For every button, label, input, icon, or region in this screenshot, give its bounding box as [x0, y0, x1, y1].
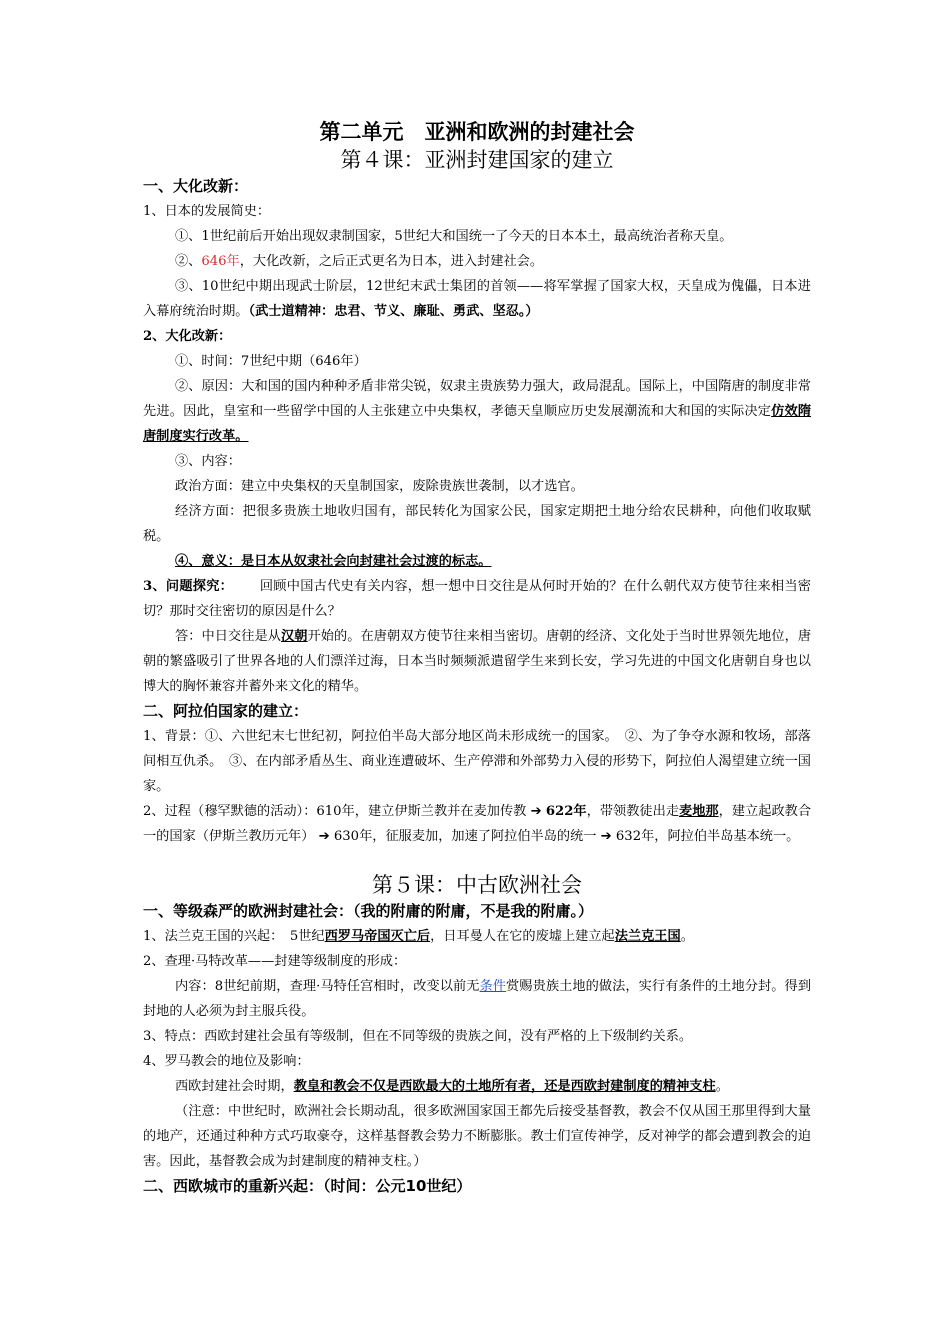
text-run: 。: [715, 1079, 729, 1094]
text-run: 西欧封建社会时期，: [175, 1079, 294, 1094]
paragraph: 1、日本的发展简史：: [143, 204, 271, 219]
paragraph: 2、查理·马特改革——封建等级制度的形成：: [143, 954, 407, 969]
paragraph: ③、内容：: [175, 454, 241, 469]
paragraph: [143, 274, 811, 324]
lesson-4-title: 第４课：亚洲封建国家的建立: [340, 148, 614, 172]
paragraph: [143, 974, 811, 1024]
arrow-icon: ➔: [318, 829, 330, 844]
text-run: ，日耳曼人在它的废墟上建立起: [430, 929, 615, 944]
paragraph: [143, 374, 811, 449]
text-run: 回顾中国古代史有关内容，想一想中日交往是从何时开始的？在什么朝代双方使节往来相当密切？那时交往密切的原因是什么？: [143, 579, 811, 619]
highlight-year: 646年: [201, 254, 240, 269]
lesson-5-title: 第５课：中古欧洲社会: [372, 873, 582, 897]
unit-title: 第二单元 亚洲和欧洲的封建社会: [319, 120, 635, 144]
text-run: 1、法兰克王国的兴起： 5世纪: [143, 929, 325, 944]
paragraph: [143, 799, 811, 849]
text-run: 630年，征服麦加，加速了阿拉伯半岛的统一: [333, 829, 597, 844]
text-run: ，大化改新，之后正式更名为日本，进入封建社会。: [239, 254, 544, 269]
paragraph: ①、1世纪前后开始出现奴隶制国家，5世纪大和国统一了今天的日本本土，最高统治者称天皇。: [175, 229, 733, 244]
emphasis: 西罗马帝国灭亡后: [324, 929, 431, 944]
text-run: ，带领教徒出走: [586, 804, 680, 819]
paragraph: 政治方面：建立中央集权的天皇制国家，废除贵族世袭制，以才选官。: [175, 479, 584, 494]
text-run: 内容：8世纪前期，查理·马特任宫相时，改变以前无: [175, 979, 480, 994]
emphasis: 法兰克王国: [614, 929, 681, 944]
text-run: 。: [680, 929, 694, 944]
text-run: ②、原因：大和国的国内种种矛盾非常尖锐，奴隶主贵族势力强大，政局混乱。国际上，中国隋唐的制度非常先进。因此，皇室和一些留学中国的人主张建立中央集权，孝德天皇顺应历史发展潮流和大和国的实际决定: [143, 379, 811, 419]
paragraph: （注意：中世纪时，欧洲社会长期动乱，很多欧洲国家国王都先后接受基督教，教会不仅从国王那里得到大量的地产，还通过种种方式巧取豪夺，这样基督教会势力不断膨胀。教士们宣传神学，反对神学的都会遭到教会的迫害。因此，基督教会成为封建制度的精神支柱。）: [143, 1104, 811, 1169]
paragraph: [143, 924, 811, 949]
paragraph: [143, 574, 811, 624]
text-run: 答：中日交往是从: [175, 629, 282, 644]
emphasis: 汉朝: [281, 629, 308, 644]
paragraph: 1、背景：①、六世纪末七世纪初，阿拉伯半岛大部分地区尚未形成统一的国家。 ②、为了争夺水源和牧场，部落间相互仇杀。 ③、在内部矛盾丛生、商业连遭破坏、生产停滞和外部势力入侵的形势下，阿拉伯人渴望建立统一国家。: [143, 729, 811, 794]
text-run: 赏赐贵族土地的做法，实行有条件的土地分封。得到封地的人必须为封主服兵役。: [143, 979, 812, 1019]
emphasis: 教皇和教会不仅是西欧最大的土地所有者，还是西欧封建制度的精神支柱: [293, 1079, 716, 1094]
section-heading-taika: 一、大化改新：: [143, 177, 249, 195]
text-run: ③、10世纪中期出现武士阶层，12世纪末武士集团的首领——将军掌握了国家大权，天皇成为傀儡，日本进入幕府统治时期。: [143, 279, 811, 319]
text-run: ，建立起政教合一的国家（伊斯兰教历元年）: [143, 804, 812, 844]
document-page: [143, 118, 811, 1199]
paragraph: 经济方面：把很多贵族土地收归国有，部民转化为国家公民，国家定期把土地分给农民耕种，向他们收取赋税。: [143, 504, 811, 544]
paragraph: ①、时间：7世纪中期（646年）: [175, 354, 367, 369]
text-run: 2、过程（穆罕默德的活动）：610年，建立伊斯兰教并在麦加传教: [143, 804, 531, 819]
section-heading-arab: 二、阿拉伯国家的建立：: [143, 702, 309, 720]
emphasis: 622年: [545, 804, 587, 819]
subheading: 3、问题探究：: [143, 579, 234, 594]
section-heading-feudal: 一、等级森严的欧洲封建社会：（我的附庸的附庸，不是我的附庸。）: [143, 902, 594, 920]
text-run: ②、: [175, 254, 202, 269]
text-run: 632年，阿拉伯半岛基本统一。: [615, 829, 800, 844]
arrow-icon: ➔: [530, 804, 542, 819]
paragraph: 3、特点：西欧封建社会虽有等级制，但在不同等级的贵族之间，没有严格的上下级制约关系。: [143, 1029, 693, 1044]
emphasis: 仿效隋唐制度实行改革。: [143, 404, 812, 444]
paragraph: 4、罗马教会的地位及影响：: [143, 1054, 310, 1069]
bushido-note: （武士道精神：忠君、节义、廉耻、勇武、坚忍。）: [248, 304, 539, 319]
arrow-icon: ➔: [600, 829, 612, 844]
paragraph: [143, 249, 811, 274]
emphasis: 麦地那: [679, 804, 719, 819]
paragraph: [143, 624, 811, 699]
text-run: 开始的。在唐朝双方使节往来相当密切。唐朝的经济、文化处于当时世界领先地位，唐朝的繁盛吸引了世界各地的人们漂洋过海，日本当时频频派遣留学生来到长安，学习先进的中国文化唐朝自身也以博大的胸怀兼容并蓄外来文化的精华。: [143, 629, 812, 694]
significance: ④、意义：是日本从奴隶社会向封建社会过渡的标志。: [175, 554, 492, 569]
paragraph: [143, 1074, 811, 1099]
hyperlink[interactable]: 条件: [479, 979, 507, 994]
section-heading-cities: 二、西欧城市的重新兴起：（时间：公元10世纪）: [143, 1177, 472, 1195]
subheading: 2、大化改新：: [143, 329, 232, 344]
